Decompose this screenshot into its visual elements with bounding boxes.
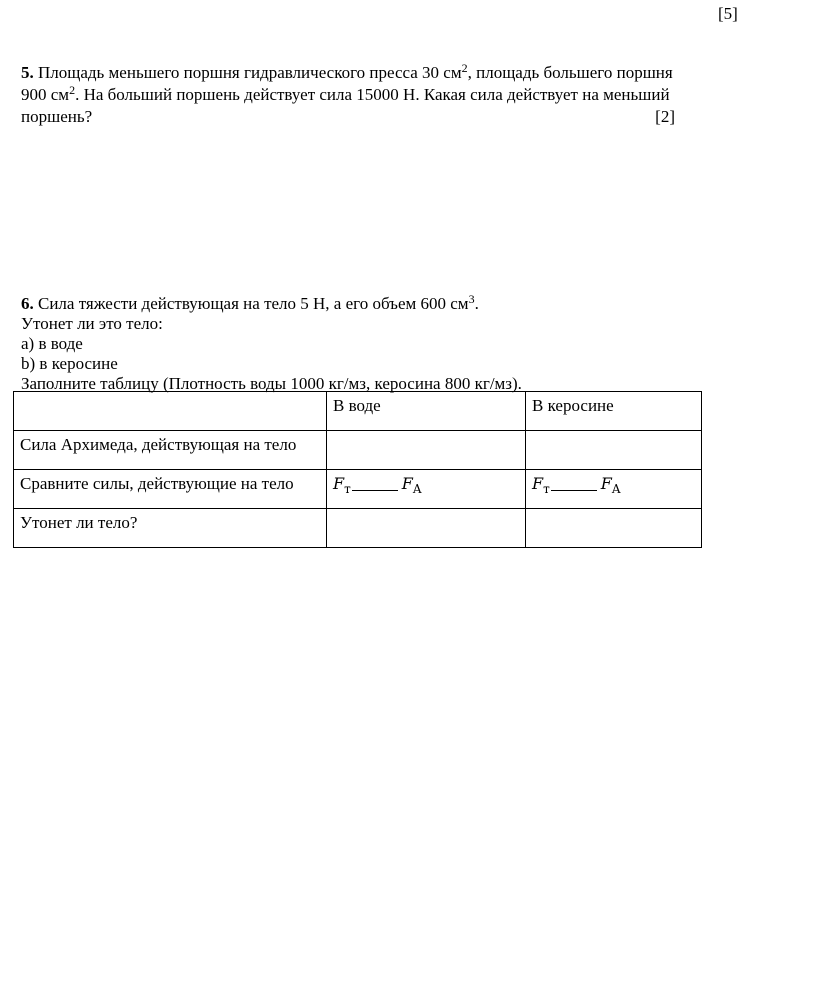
answer-cell-compare-water[interactable] xyxy=(327,470,526,509)
task-5-text-2: 900 см xyxy=(21,85,70,104)
row-label-archimedes: Сила Архимеда, действующая на тело xyxy=(14,431,327,470)
task-5-number: 5. xyxy=(21,63,34,82)
gravity-force-subscript: т xyxy=(344,482,351,496)
task-5-text-1-tail: , площадь большего поршня xyxy=(467,63,673,82)
task-5-text-2-tail: . На больший поршень действует сила 15000 Н. Какая сила действует на меньший xyxy=(75,85,670,104)
task-6-text-1: Сила тяжести действующая на тело 5 Н, а его объем 600 см xyxy=(33,294,469,313)
task-6-line-2: Утонет ли это тело: xyxy=(21,314,163,333)
task-5-text-3: поршень? xyxy=(21,107,93,126)
task-5-line-3 xyxy=(21,106,677,128)
row-label-sink: Утонет ли тело? xyxy=(14,509,327,548)
task-5-line-1 xyxy=(21,62,677,84)
archimedes-force-symbol: F xyxy=(401,474,413,493)
task-6-line-5: Заполните таблицу (Плотность воды 1000 кг/мз, керосина 800 кг/мз). xyxy=(21,374,522,393)
task-5 xyxy=(21,62,677,128)
answer-cell-sink-kerosene[interactable] xyxy=(526,509,702,548)
comparison-blank[interactable] xyxy=(352,476,398,491)
archimedes-force-subscript: A xyxy=(412,482,422,496)
answer-table xyxy=(13,391,702,548)
table-header-kerosene: В керосине xyxy=(526,392,702,431)
table-header-row xyxy=(14,392,702,431)
answer-cell-compare-kerosene[interactable] xyxy=(526,470,702,509)
task-6-text-1-tail: . xyxy=(474,294,479,313)
row-label-compare: Сравните силы, действующие на тело xyxy=(14,470,327,509)
task-5-sup-1: 2 xyxy=(461,61,468,75)
task-6-line-4: b) в керосине xyxy=(21,354,118,373)
gravity-force-subscript: т xyxy=(543,482,550,496)
gravity-force-symbol: F xyxy=(333,474,345,493)
table-header-water: В воде xyxy=(327,392,526,431)
task-5-text-1: Площадь меньшего поршня гидравлического пресса 30 см xyxy=(33,63,462,82)
task-6-line-1 xyxy=(21,294,711,314)
task-5-sup-2: 2 xyxy=(69,83,76,97)
table-row xyxy=(14,431,702,470)
task-5-score: [2] xyxy=(655,107,675,126)
task-5-line-2 xyxy=(21,84,677,106)
task-6 xyxy=(21,294,711,394)
table-header-empty xyxy=(14,392,327,431)
gravity-force-symbol: F xyxy=(532,474,544,493)
task-6-sup-1: 3 xyxy=(468,292,475,306)
answer-cell-archimedes-kerosene[interactable] xyxy=(526,431,702,470)
comparison-blank[interactable] xyxy=(551,476,597,491)
archimedes-force-symbol: F xyxy=(600,474,612,493)
answer-cell-sink-water[interactable] xyxy=(327,509,526,548)
page-score: [5] xyxy=(718,4,738,23)
archimedes-force-subscript: A xyxy=(611,482,621,496)
task-6-line-3: a) в воде xyxy=(21,334,83,353)
table-row xyxy=(14,509,702,548)
answer-cell-archimedes-water[interactable] xyxy=(327,431,526,470)
task-6-number: 6. xyxy=(21,294,34,313)
table-row xyxy=(14,470,702,509)
